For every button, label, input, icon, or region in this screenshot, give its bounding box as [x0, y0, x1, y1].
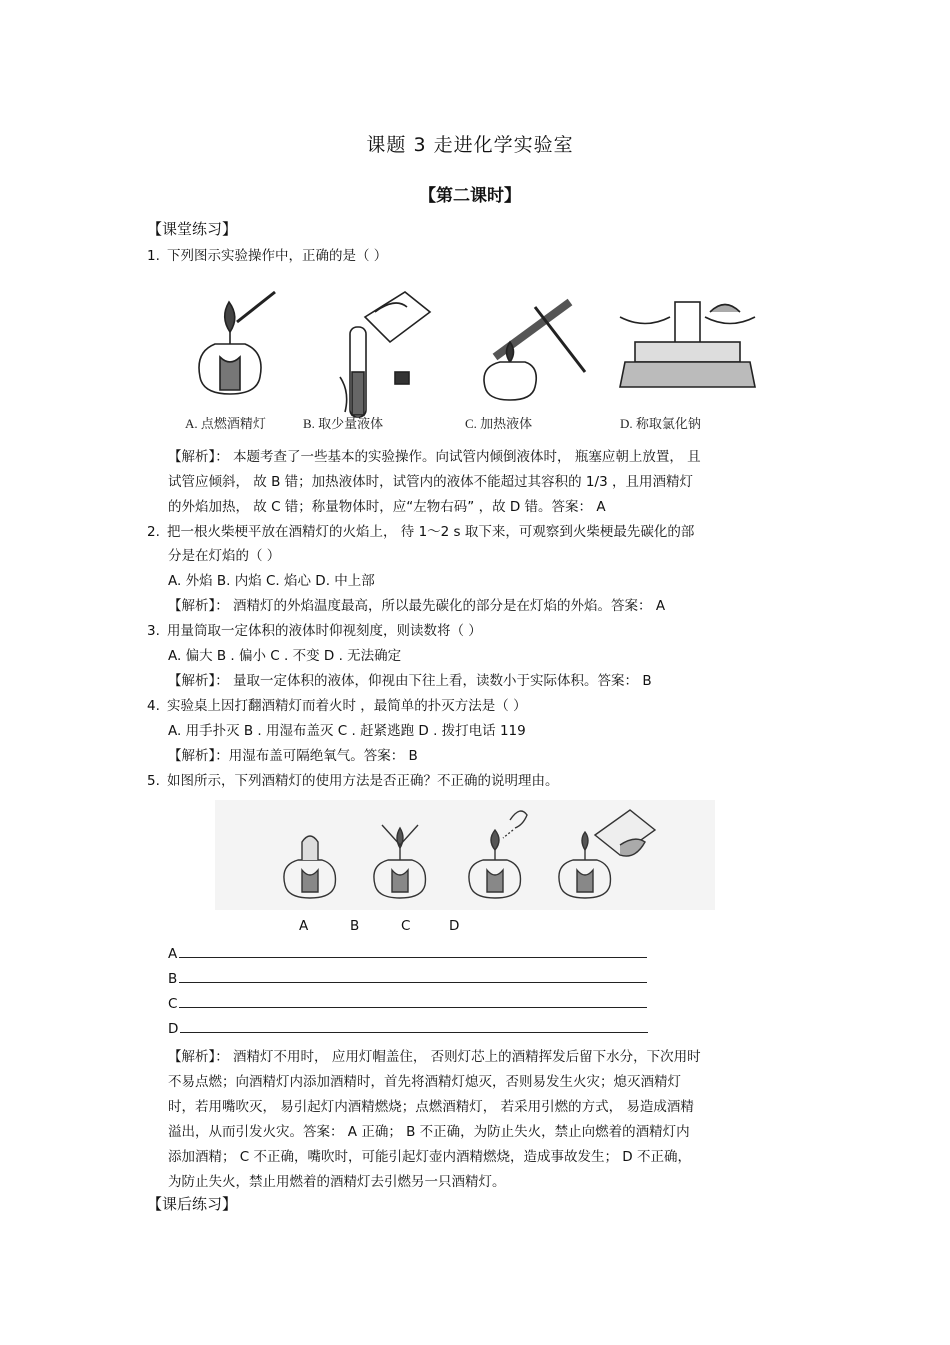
question-3: [147, 619, 482, 639]
q2-options: A. 外焰 B. 内焰 C. 焰心 D. 中上部: [168, 573, 375, 589]
fig2-label-c: C: [401, 918, 411, 934]
question-number: 4.: [147, 698, 160, 714]
lab-operations-figure: [185, 282, 805, 432]
fig1-label-d: D. 称取氯化钠: [620, 416, 701, 431]
question-number: 2.: [147, 524, 160, 540]
q5-analysis-line: 时，若用嘴吹灭， 易引起灯内酒精燃烧；点燃酒精灯， 若采用引燃的方式， 易造成酒精: [168, 1099, 694, 1115]
heat-liquid-illustration: [484, 302, 585, 400]
q5-analysis-line: 【解析】： 酒精灯不用时， 应用灯帽盖住， 否则灯芯上的酒精挥发后留下水分，下次用时: [168, 1049, 701, 1065]
section-after-class: 【课后练习】: [147, 1195, 238, 1213]
answer-blank[interactable]: [179, 945, 647, 958]
page-subtitle: 【第二课时】: [419, 186, 521, 206]
q5-analysis-line: 不易点燃；向酒精灯内添加酒精时，首先将酒精灯熄灭，否则易发生火灾；熄灭酒精灯: [168, 1074, 681, 1090]
alcohol-lamp-usage-figure: [215, 800, 715, 910]
question-number: 1.: [147, 248, 160, 264]
question-number: 5.: [147, 773, 160, 789]
answer-label: D: [168, 1021, 179, 1037]
q4-analysis: 【解析】：用湿布盖可隔绝氧气。答案： B: [168, 748, 418, 764]
question-5: [147, 769, 559, 789]
section-class-practice: 【课堂练习】: [147, 220, 238, 238]
fig1-label-c: C. 加热液体: [465, 416, 533, 431]
question-stem: 如图所示，下列酒精灯的使用方法是否正确？不正确的说明理由。: [167, 773, 559, 789]
q1-analysis-line: 试管应倾斜， 故 B 错；加热液体时，试管内的液体不能超过其容积的 1/3 ，且用酒精灯: [168, 474, 693, 490]
q5-analysis-line: 添加酒精； C 不正确，嘴吹时，可能引起灯壶内酒精燃烧，造成事故发生； D 不正确，: [168, 1149, 691, 1165]
answer-line-d: [168, 1020, 648, 1037]
fig2-label-d: D: [449, 918, 460, 934]
answer-line-b: [168, 970, 647, 987]
lamp-lighting-illustration: [199, 292, 275, 394]
fig1-label-b: B. 取少量液体: [303, 416, 384, 431]
q4-options: A. 用手扑灭 B . 用湿布盖灭 C . 赶紧逃跑 D . 拨打电话 119: [168, 723, 526, 739]
fig2-label-a: A: [299, 918, 309, 934]
balance-illustration: [620, 302, 755, 387]
answer-label: A: [168, 946, 178, 962]
answer-line-a: [168, 945, 647, 962]
question-stem: 下列图示实验操作中，正确的是（ ）: [167, 248, 388, 264]
answer-label: C: [168, 996, 178, 1012]
question-4: [147, 694, 527, 714]
question-stem-continued: 分是在灯焰的（ ）: [168, 548, 281, 564]
question-number: 3.: [147, 623, 160, 639]
q1-analysis-line: 【解析】： 本题考查了一些基本的实验操作。向试管内倾倒液体时， 瓶塞应朝上放置， 且: [168, 449, 701, 465]
q5-analysis-line: 溢出，从而引发火灾。答案： A 正确； B 不正确，为防止失火，禁止向燃着的酒精灯内: [168, 1124, 690, 1140]
question-stem: 实验桌上因打翻酒精灯而着火时 ，最简单的扑灭方法是（ ）: [167, 698, 527, 714]
q2-analysis: 【解析】： 酒精灯的外焰温度最高，所以最先碳化的部分是在灯焰的外焰。答案： A: [168, 598, 666, 614]
answer-line-c: [168, 995, 647, 1012]
fig2-label-b: B: [350, 918, 360, 934]
q3-options: A. 偏大 B . 偏小 C . 不变 D . 无法确定: [168, 648, 402, 664]
answer-blank[interactable]: [179, 970, 647, 983]
question-1: [147, 244, 387, 264]
q5-analysis-line: 为防止失火，禁止用燃着的酒精灯去引燃另一只酒精灯。: [168, 1174, 506, 1190]
question-stem: 用量筒取一定体积的液体时仰视刻度，则读数将（ ）: [167, 623, 482, 639]
question-2: [147, 520, 694, 540]
pour-liquid-illustration: [340, 292, 430, 417]
fig1-label-a: A. 点燃酒精灯: [185, 416, 266, 431]
page-title: 课题 3 走进化学实验室: [366, 134, 574, 156]
question-stem: 把一根火柴梗平放在酒精灯的火焰上， 待 1～2 s 取下来，可观察到火柴梗最先碳化的部: [167, 524, 695, 540]
answer-blank[interactable]: [179, 995, 647, 1008]
q3-analysis: 【解析】： 量取一定体积的液体，仰视由下往上看，读数小于实际体积。答案： B: [168, 673, 652, 689]
answer-blank[interactable]: [180, 1020, 648, 1033]
q1-analysis-line: 的外焰加热， 故 C 错；称量物体时，应“左物右码” ，故 D 错。答案： A: [168, 499, 606, 515]
answer-label: B: [168, 971, 178, 987]
